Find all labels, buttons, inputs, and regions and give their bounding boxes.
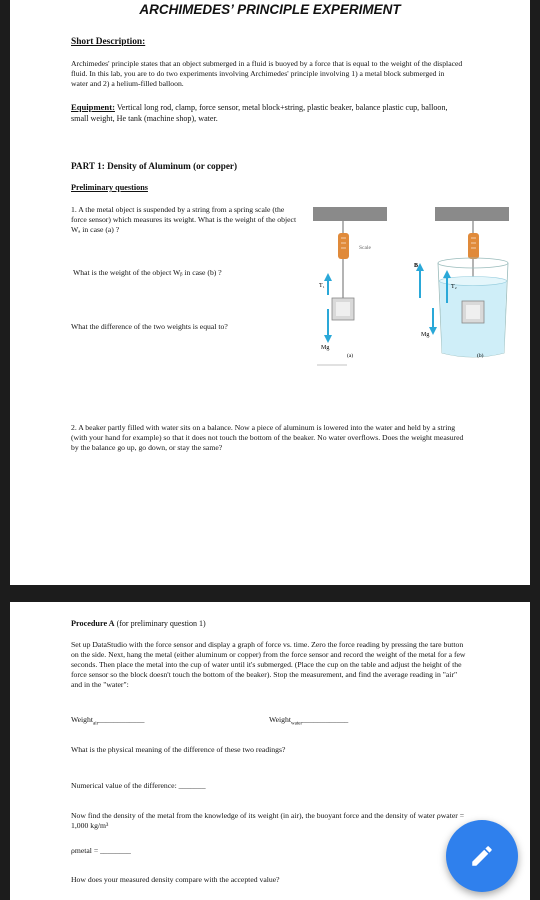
weight-water-field: Weight$_{water}$____________ [269,715,349,727]
question-1: 1. A the metal object is suspended by a string from a spring scale (the force sensor) which measures its weight. What is the weight of the object Wₐ in case (a) ? [71,205,297,234]
spring-scale-a [338,233,349,259]
question-1b: What is the weight of the object Wᵦ in case (b) ? [73,268,222,277]
procedure-heading-note: (for preliminary question 1) [114,619,206,628]
part1-heading: PART 1: Density of Aluminum (or copper) [71,161,238,171]
equipment-text: Vertical long rod, clamp, force sensor, metal block+string, plastic beaker, balance plastic cup, balloon, small weight, He tank (machine shop), water. [71,103,448,123]
equipment-label: Equipment: [71,102,115,112]
document-page-1 [10,0,530,585]
scale-label: Scale [359,245,371,251]
tension-arrow-a [324,273,332,281]
procedure-heading: Procedure A [71,619,115,628]
t2-label: T₂ [451,284,457,290]
question-2: 2. A beaker partly filled with water sits on a balance. Now a piece of aluminum is lowered into the water and held by a string (with your hand for example) so that it does not touch the bottom of the beaker. No water overflows. Does the weight measured by the balance go up, go down, or stay the same? [71,423,464,452]
question-compare: How does your measured density compare with the accepted value? [71,875,280,884]
tension-arrow-b [443,270,451,278]
part1-subheading: Preliminary questions [71,183,148,192]
spring-scale-b [468,233,479,259]
weight-air-field: Weight$_{air}$____________ [71,715,145,727]
short-description-heading: Short Description: [71,37,146,47]
gravity-arrow-a [324,335,332,343]
mg-label-b: Mg [421,332,430,338]
document-title: ARCHIMEDES’ PRINCIPLE EXPERIMENT [139,2,401,17]
gravity-arrow-b [429,327,437,335]
pencil-icon [469,843,495,869]
archimedes-figure [295,203,510,378]
t1-label: T₁ [319,283,325,289]
b-label: B [414,263,419,269]
equipment-paragraph [71,102,466,124]
edit-fab-button[interactable] [446,820,518,892]
question-numerical-difference: Numerical value of the difference: _______ [71,781,206,790]
caption-b: (b) [477,353,484,359]
caption-a: (a) [347,353,354,359]
question-1c: What the difference of the two weights is equal to? [71,322,228,331]
procedure-heading-line [71,619,206,630]
support-beam-b [435,207,509,221]
rho-metal-field: ρmetal = ________ [71,846,131,855]
question-density: Now find the density of the metal from the knowledge of its weight (in air), the buoyant force and the density of water ρwater = 1,000 kg/m³ [71,811,465,830]
mg-label-a: Mg [321,345,330,351]
procedure-body: Set up DataStudio with the force sensor and display a graph of force vs. time. Zero the force reading by pressing the tare button on the side. Next, hang the metal (either aluminum or copper) from the force sensor and record the weight of the metal for a few seconds. Then place the metal into the cup of water until it's submerged. (Place the cup on the table and adjust the height of the force sensor so the block doesn't touch the bottom of the beaker). Stop the measurement, and find the average reading in "air" and in the "water": [71,640,466,689]
question-physical-meaning: What is the physical meaning of the difference of these two readings? [71,745,286,754]
support-beam-a [313,207,387,221]
short-description-body: Archimedes' principle states that an object submerged in a fluid is buoyed by a force that is equal to the weight of the displaced fluid. In this lab, you are to do two experiments involving Archimedes' principle involving 1) a metal block submerged in water and 2) a helium-filled balloon. [71,59,463,88]
